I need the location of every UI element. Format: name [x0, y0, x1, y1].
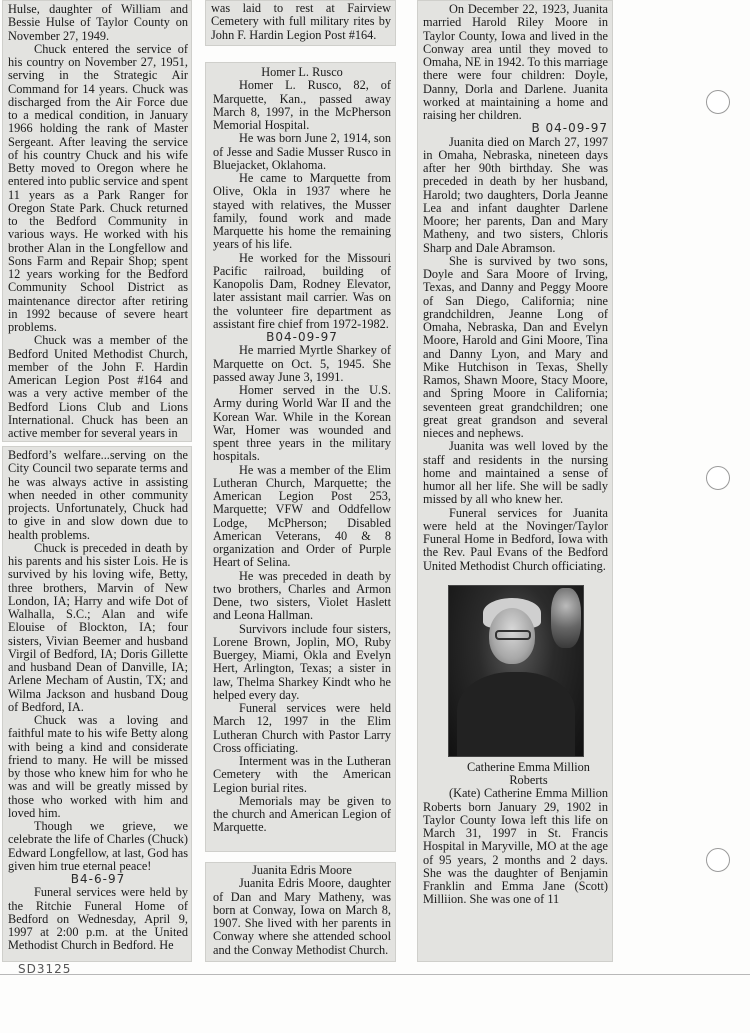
- page-bottom-edge: [0, 974, 750, 975]
- moore-obituary-clipping: [205, 862, 396, 962]
- handwritten-date-note: B 04-09-97: [531, 121, 608, 136]
- handwritten-date-note: B4-6-97: [70, 872, 126, 886]
- obituary-heading: Juanita Edris Moore: [252, 863, 352, 877]
- paragraph: She is survived by two sons, Doyle and Sara Moore of Irving, Texas, and Danny and Peggy Moore of San Diego, California; nine grandchildren, Jeanne Long of Omaha, Nebraska, Dan and Evelyn Moore, Harold and Gini Moore, Tina and Danny Lyon, and Mary and Mike Hutchison in Texas, Shelly Ramos, Shawn Moore, Stacy Moore, and Spring Moore in California; seventeen great grandchildren; one great great grandson and several nieces and nephews.: [423, 253, 608, 440]
- paragraph: Chuck was a member of the Bedford United Methodist Church, member of the John F. Hardin American Legion Post #164 and was a very active member of the Bedford Lions Club and Lions International. Chuck has been an active member for several years in: [8, 333, 188, 440]
- photo-glasses: [495, 630, 531, 640]
- paragraph: Funeral services were held March 12, 1997 in the Elim Lutheran Church with Pastor Larry Cross officiating.: [213, 701, 391, 755]
- paragraph: He married Myrtle Sharkey of Marquette on Oct. 5, 1945. She passed away June 3, 1991.: [213, 343, 391, 384]
- paragraph: Memorials may be given to the church and American Legion of Marquette.: [213, 793, 391, 835]
- paragraph: He was born June 2, 1914, son of Jesse and Sadie Musser Rusco in Bluejacket, Oklahoma.: [213, 131, 391, 172]
- column-1-top-clipping: [2, 0, 192, 442]
- paragraph: Though we grieve, we celebrate the life of Charles (Chuck) Edward Longfellow, at last, God has given him true eternal peace!: [8, 819, 188, 873]
- paragraph: Chuck entered the service of his country on November 27, 1951, serving in the Strategic Air Command for 14 years. Chuck was discharged from the Air Force due to a medical condition, in January 1966 holding the rank of Master Sergeant. After leaving the service of his country Chuck and his wife Betty moved to Oregon where he entered into public service and spent 11 years as a Park Ranger for Oregon State Park. Chuck returned to the Bedford Community in various ways. He worked with his brother Alan in the Longfellow and Sons Farm and Repair Shop; spent 12 years working for the Bedford Community School District as maintenance director after retiring in 1992 because of severe heart problems.: [8, 41, 188, 334]
- paragraph: Homer L. Rusco, 82, of Marquette, Kan., passed away March 8, 1997, in the McPherson Memorial Hospital.: [213, 78, 391, 132]
- paragraph: was laid to rest at Fairview Cemetery with full military rites by John F. Hardin Legion Post #164.: [211, 1, 391, 42]
- paragraph: (Kate) Catherine Emma Million Roberts born January 29, 1902 in Taylor County Iowa left this life on March 31, 1997 in St. Francis Hospital in Maryville, MO at the age of 95 years, 2 months and 2 days. She was the daughter of Benjamin Franklin and Emma Jane (Scott) Milliion. She was one of 11: [423, 786, 608, 907]
- paragraph: Chuck was a loving and faithful mate to his wife Betty along with being a kind and considerate friend to many. He will be missed by those who knew him for who he was and will be greatly missed by those who worked with him and loved him.: [8, 713, 188, 820]
- paragraph: On December 22, 1923, Juanita married Harold Riley Moore in Taylor County, Iowa and lived in the Conway area until they moved to Omaha, NE in 1942. To this marriage there were four children: Doyle, Danny, Dorla and Darlene. Juanita worked at maintaining a home and raising her children.: [423, 2, 608, 122]
- paragraph: He was a member of the Elim Lutheran Church, Marquette; the American Legion Post 253, Marquette; VFW and Oddfellow Lodge, McPherson; Disabled American Veterans, 40 & 8 organization and Order of Purple Heart of Selina.: [213, 462, 391, 570]
- paragraph: Homer served in the U.S. Army during World War II and the Korean War. While in the Korean War, Homer was wounded and spent three years in the military hospitals.: [213, 383, 391, 464]
- flowers: [551, 588, 581, 648]
- binder-hole-bottom: [706, 848, 730, 872]
- paragraph: Survivors include four sisters, Lorene Brown, Joplin, MO, Ruby Buergey, Miami, Okla and Evelyn Hert, Arlington, Texas; a sister in law, Thelma Sharkey Kindt who he helped every day.: [213, 621, 391, 702]
- column-1-bottom-clipping: [2, 446, 192, 962]
- paragraph: Funeral services were held by the Ritchie Funeral Home of Bedford on Wednesday, April 9, 1997 at 2:00 p.m. at the United Methodist Church in Bedford. He: [8, 885, 188, 953]
- binder-hole-middle: [706, 466, 730, 490]
- rusco-obituary-clipping: [205, 62, 396, 852]
- photo-caption-name: Catherine Emma Million: [467, 759, 590, 774]
- column-3-clipping: [417, 0, 613, 962]
- handwritten-date-note: B04-09-97: [266, 330, 338, 344]
- paragraph: Chuck is preceded in death by his parents and his sister Lois. He is survived by his loving wife, Betty, three brothers, Marvin of New London, IA; Harry and wife Dot of Walhalla, S.C.; Alan and wife Elouise of Blockton, IA; four sisters, Vivian Beemer and husband Virgil of Bedford, IA; Doris Gillette and husband Dean of Danville, IA; Arlene Mecham of Austin, TX; and Wilma Jackson and husband Doug of Bedford, IA.: [8, 540, 188, 714]
- paragraph: He worked for the Missouri Pacific railroad, building of Kanopolis Dam, Rodney Elevator, later assistant mail carrier. Was on the volunteer fire department as assistant fire chief from 1972-1982.: [213, 250, 391, 331]
- paragraph: Funeral services for Juanita were held at the Novinger/Taylor Funeral Home in Bedford, Iowa with the Rev. Paul Evans of the Bedford United Methodist Church officiating.: [423, 505, 608, 573]
- paragraph: Hulse, daughter of William and Bessie Hulse of Taylor County on November 27, 1949.: [8, 2, 188, 43]
- obituary-heading: Homer L. Rusco: [261, 65, 343, 79]
- binder-hole-top: [706, 90, 730, 114]
- paragraph: He was preceded in death by two brothers, Charles and Armon Dene, two sisters, Violet Haslett and Leona Hallman.: [213, 568, 391, 623]
- paragraph: Interment was in the Lutheran Cemetery with the American Legion burial rites.: [213, 754, 391, 795]
- photo-caption-surname: Roberts: [509, 773, 548, 787]
- photo-body: [457, 672, 575, 756]
- paragraph: He came to Marquette from Olive, Okla in 1937 where he stayed with relatives, the Musser family, found work and made Marquette his home the remaining years of his life.: [213, 171, 391, 252]
- paragraph: Juanita died on March 27, 1997 in Omaha, Nebraska, nineteen days after her 90th birthday. She was preceded in death by her husband, Harold; two daughters, Dorla Jeanne Lea and infant daughter Darlene Moore; her parents, Dan and Mary Matheny, and two sisters, Chloris Sharp and Dale Abramson.: [423, 134, 608, 255]
- paragraph: Juanita Edris Moore, daughter of Dan and Mary Matheny, was born at Conway, Iowa on March 8, 1907. She lived with her parents in Conway where she attended school and the Conway Methodist Church.: [213, 876, 391, 957]
- paragraph: Juanita was well loved by the staff and residents in the nursing home and maintained a sense of humor all her life. She will be sadly missed by all who knew her.: [423, 439, 608, 507]
- page-stamp: SD3125: [18, 962, 72, 976]
- paragraph: Bedford’s welfare...serving on the City Council two separate terms and he was always active in assisting when needed in other community projects. Unfortunately, Chuck had to give in and slow down due to health problems.: [8, 448, 188, 542]
- portrait-photo: [448, 585, 584, 757]
- column-2-top-clipping: [205, 0, 396, 46]
